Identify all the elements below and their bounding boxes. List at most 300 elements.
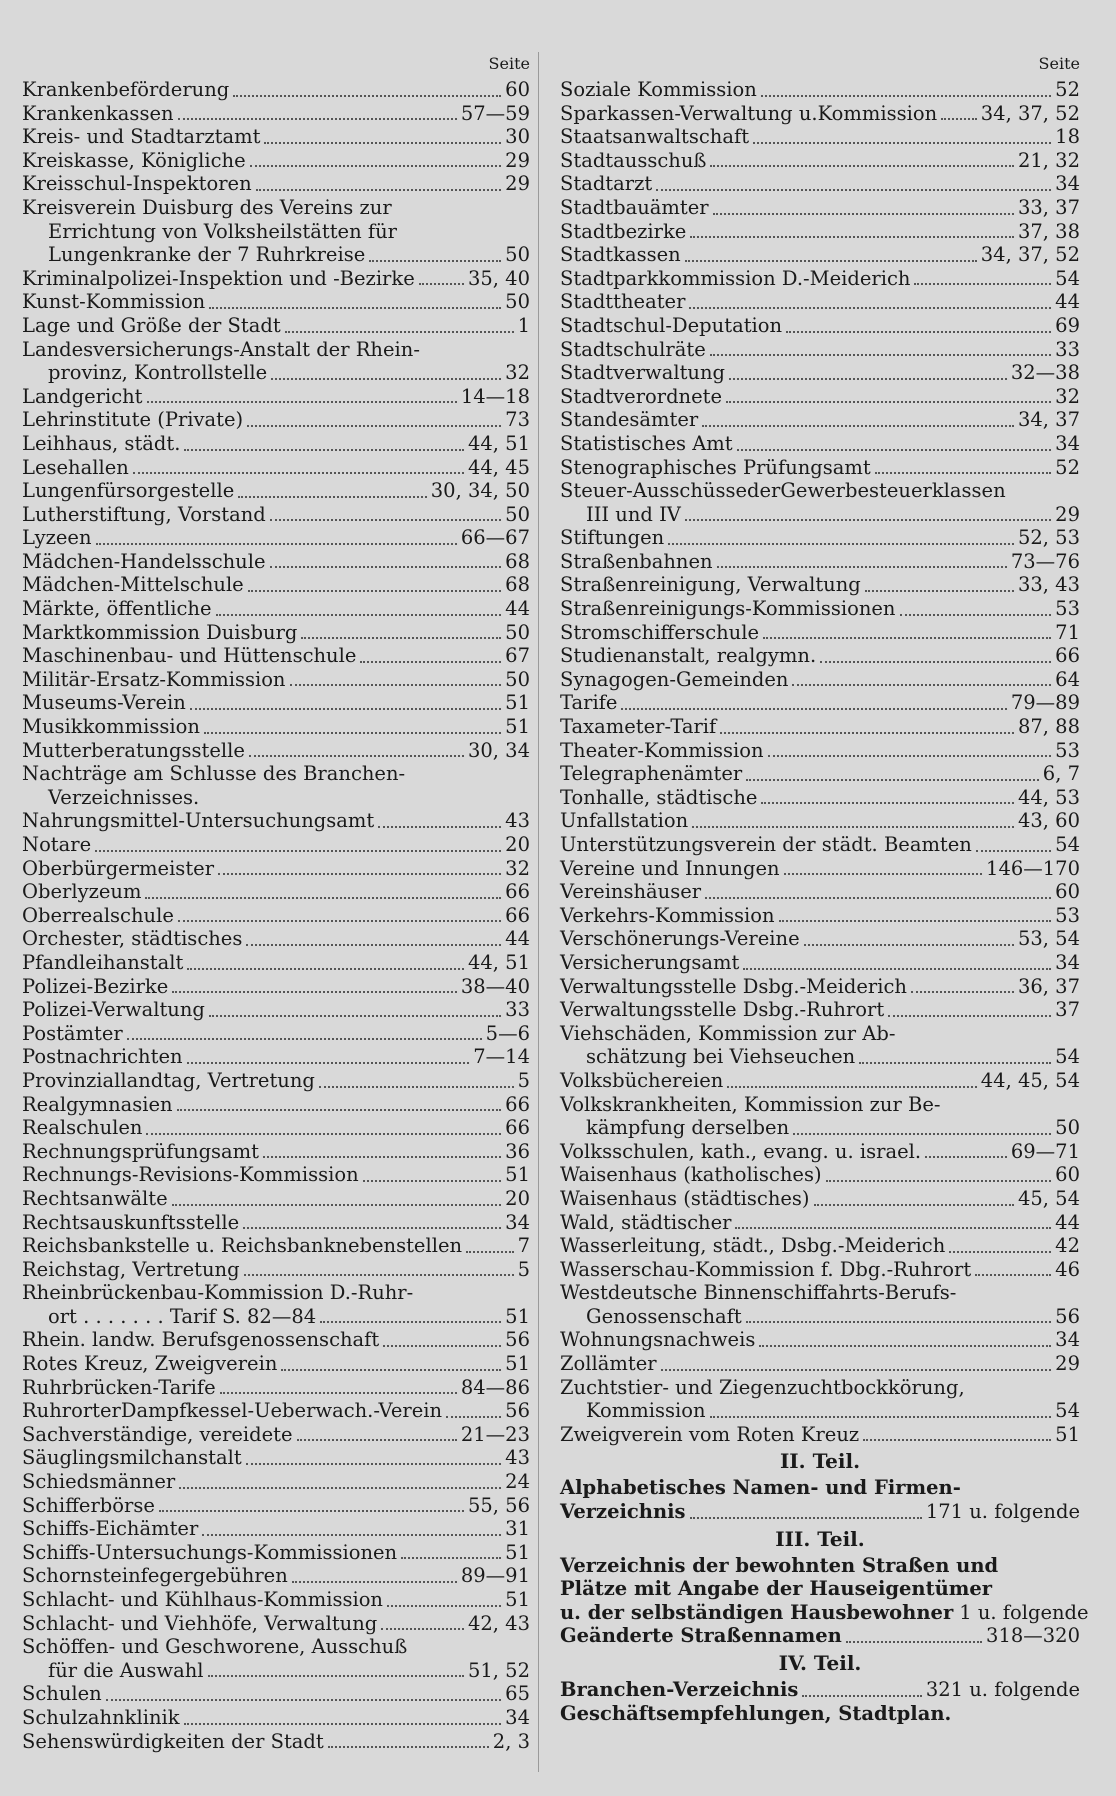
dot-leader (328, 1745, 489, 1748)
dot-leader (911, 990, 1014, 993)
dot-leader (419, 282, 464, 285)
dot-leader (381, 1627, 464, 1630)
left-index-list (22, 78, 530, 1753)
dot-leader (446, 1415, 501, 1418)
entry-title: Realgymnasien (22, 1092, 173, 1116)
entry-title: Orchester, städtisches (22, 927, 243, 951)
dot-leader (147, 400, 457, 403)
dot-leader (621, 707, 1006, 710)
entry-page: 73—76 (1010, 549, 1080, 573)
entry-page: 30 (505, 125, 530, 149)
entry-title: Krankenkassen (22, 101, 174, 125)
index-entry (560, 927, 1080, 951)
dot-leader (863, 1438, 1051, 1441)
index-entry (22, 314, 530, 338)
dot-leader (735, 1226, 1051, 1229)
index-entry (22, 361, 530, 385)
index-entry (560, 1399, 1080, 1423)
entry-title: Stadtbezirke (560, 219, 687, 243)
entry-page: 24 (505, 1470, 530, 1494)
dot-leader (661, 1368, 1052, 1371)
entry-page: 50 (505, 620, 530, 644)
dot-leader (888, 1014, 1051, 1017)
entry-title: Kreis- und Stadtarztamt (22, 125, 261, 149)
entry-page: 87, 88 (1017, 715, 1080, 739)
index-entry (22, 1588, 530, 1612)
dot-leader (250, 164, 502, 167)
index-entry (22, 149, 530, 173)
index-entry (22, 1494, 530, 1518)
entry-page: 42, 43 (467, 1611, 530, 1635)
entry-title: Kriminalpolizei-Inspektion und -Bezirke (22, 266, 415, 290)
entry-title: Wasserleitung, städt., Dsbg.-Meiderich (560, 1234, 946, 1258)
entry-page: 51 (505, 1540, 530, 1564)
entry-page: 65 (505, 1682, 530, 1706)
entry-page: 33 (505, 998, 530, 1022)
entry-title: Rhein. landw. Berufsgenossenschaft (22, 1328, 380, 1352)
dot-leader (689, 306, 1051, 309)
index-entry-line: Errichtung von Volksheilstätten für (48, 219, 397, 243)
dot-leader (184, 448, 464, 451)
index-entry (22, 503, 530, 527)
entry-title: Stadtkassen (560, 243, 681, 267)
entry-title: Stadtverordnete (560, 384, 723, 408)
dot-leader (761, 94, 1051, 97)
entry-title: Lungenkranke der 7 Ruhrkreise (48, 243, 366, 267)
index-entry (22, 243, 530, 267)
dot-leader (826, 1179, 1052, 1182)
dot-leader (976, 849, 1051, 852)
index-entry-line: Nachträge am Schlusse des Branchen- (22, 762, 406, 786)
index-entry (22, 1328, 530, 1352)
entry-title: Schulzahnklinik (22, 1705, 180, 1729)
entry-page: 51 (505, 1588, 530, 1611)
index-entry (560, 951, 1080, 975)
index-entry (22, 1612, 530, 1636)
entry-page: 52 (1055, 455, 1080, 479)
entry-title: Märkte, öffentliche (22, 597, 212, 621)
index-entry (22, 1140, 530, 1164)
entry-page: 53 (1055, 903, 1080, 927)
index-entry-line: Westdeutsche Binnenschiffahrts-Berufs- (560, 1281, 957, 1305)
index-entry (22, 172, 530, 196)
entry-page: 20 (505, 1186, 530, 1210)
index-entry-line: Rheinbrückenbau-Kommission D.-Ruhr- (22, 1281, 414, 1305)
dot-leader (792, 683, 1051, 686)
index-entry (22, 1376, 530, 1400)
entry-page: 66 (505, 903, 530, 927)
index-entry (560, 715, 1080, 739)
index-entry (22, 1069, 530, 1093)
entry-title: Oberlyzeum (22, 880, 142, 904)
dot-leader (159, 1509, 464, 1512)
entry-title: Tonhalle, städtische (560, 785, 758, 809)
column-divider (538, 52, 539, 1772)
entry-title: Verzeichnis (560, 1500, 686, 1524)
entry-title: Rechtsauskunftsstelle (22, 1210, 240, 1234)
dot-leader (710, 353, 1051, 356)
entry-page: 60 (1055, 1163, 1080, 1187)
entry-page: 34, 37, 52 (980, 243, 1080, 267)
dot-leader (238, 495, 427, 498)
index-entry (22, 432, 530, 456)
dot-leader (96, 542, 457, 545)
dot-leader (383, 1344, 501, 1347)
index-entry-line: Steuer-AusschüssederGewerbesteuerklassen (560, 479, 1006, 503)
index-entry-line: Viehschäden, Kommission zur Ab- (560, 1021, 896, 1045)
entry-title: Genossenschaft (586, 1304, 742, 1328)
entry-page: 32 (505, 361, 530, 385)
entry-title: Volksschulen, kath., evang. u. israel. (560, 1139, 922, 1163)
entry-page: 1 (517, 313, 530, 337)
entry-title: Soziale Kommission (560, 78, 757, 101)
entry-page: 44, 51 (467, 950, 530, 974)
index-entry (22, 1352, 530, 1376)
index-entry (560, 1305, 1080, 1329)
index-entry (22, 857, 530, 881)
entry-title: Oberrealschule (22, 903, 174, 927)
entry-page: 36 (505, 1139, 530, 1163)
index-entry (22, 1730, 530, 1754)
index-entry (22, 1258, 530, 1282)
part-four-entry (560, 1678, 1080, 1702)
entry-page: 30, 34 (467, 738, 530, 762)
entry-title: Kunst-Kommission (22, 290, 206, 314)
dot-leader (172, 1203, 502, 1206)
entry-page: 34 (1055, 1328, 1080, 1352)
dot-leader (271, 377, 501, 380)
entry-title: Lesehallen (22, 455, 129, 479)
entry-title: Landgericht (22, 384, 143, 408)
dot-leader (177, 1108, 502, 1111)
index-entry (560, 1352, 1080, 1376)
entry-title: Zollämter (560, 1352, 657, 1376)
index-entry (560, 1045, 1080, 1069)
index-entry (560, 1258, 1080, 1282)
entry-title: Schiffs-Eichämter (22, 1517, 199, 1541)
index-entry (22, 125, 530, 149)
entry-page: 43, 60 (1017, 809, 1080, 833)
dot-leader (759, 1344, 1051, 1347)
entry-page: 60 (505, 78, 530, 101)
index-entry (560, 385, 1080, 409)
entry-page: 1 u. folgende (959, 1600, 1089, 1624)
index-entry (22, 927, 530, 951)
entry-title: Schornsteinfegergebühren (22, 1564, 288, 1588)
entry-title: Telegraphenämter (560, 762, 743, 786)
dot-leader (263, 1155, 501, 1158)
dot-leader (246, 1462, 501, 1465)
entry-page: 44, 51 (467, 431, 530, 455)
entry-title: Taxameter-Tarif (560, 715, 717, 739)
index-entry (560, 125, 1080, 149)
dot-leader (713, 212, 1014, 215)
dot-leader (804, 943, 1014, 946)
index-entry (560, 314, 1080, 338)
dot-leader (146, 1132, 501, 1135)
index-entry (560, 998, 1080, 1022)
entry-page: 32 (1055, 384, 1080, 408)
dot-leader (363, 1179, 502, 1182)
entry-page: 318—320 (986, 1624, 1080, 1648)
index-entry (560, 290, 1080, 314)
entry-title: Stromschifferschule (560, 620, 760, 644)
entry-page: 35, 40 (467, 266, 530, 290)
index-entry (22, 998, 530, 1022)
entry-page: 60 (1055, 880, 1080, 904)
part-four-heading: IV. Teil. (778, 1651, 862, 1675)
part-four-last-line: Geschäftsempfehlungen, Stadtplan. (560, 1701, 952, 1725)
dot-leader (875, 471, 1051, 474)
dot-leader (717, 565, 1007, 568)
index-entry (560, 361, 1080, 385)
dot-leader (247, 424, 501, 427)
entry-title: Verschönerungs-Vereine (560, 927, 800, 951)
entry-page: 2, 3 (492, 1729, 530, 1753)
entry-page: 44, 45, 54 (980, 1068, 1080, 1092)
dot-leader (720, 731, 1014, 734)
entry-title: Geänderte Straßennamen (560, 1624, 842, 1648)
entry-page: 66—67 (460, 526, 530, 550)
entry-page: 51 (1055, 1422, 1080, 1446)
entry-page: 34, 37, 52 (980, 101, 1080, 125)
dot-leader (369, 259, 501, 262)
index-entry (560, 267, 1080, 291)
index-entry (22, 951, 530, 975)
entry-title: provinz, Kontrollstelle (48, 361, 268, 385)
dot-leader (779, 919, 1052, 922)
dot-leader (216, 613, 502, 616)
entry-title: Wasserschau-Kommission f. Dbg.-Ruhrort (560, 1257, 972, 1281)
index-entry (560, 149, 1080, 173)
dot-leader (746, 1320, 1051, 1323)
entry-title: Stadtschul-Deputation (560, 313, 783, 337)
entry-page: 5 (517, 1257, 530, 1281)
entry-title: Krankenbeförderung (22, 78, 230, 101)
index-entry (22, 1706, 530, 1730)
dot-leader (692, 825, 1014, 828)
entry-page: 54 (1055, 266, 1080, 290)
entry-title: Verzeichnisses. (48, 785, 200, 809)
entry-title: Pfandleihanstalt (22, 950, 184, 974)
entry-page: 64 (1055, 667, 1080, 691)
entry-title: Verkehrs-Kommission (560, 903, 775, 927)
entry-title: Notare (22, 833, 92, 856)
entry-title: Staatsanwaltschaft (560, 125, 750, 149)
entry-title: Theater-Kommission (560, 738, 764, 762)
part-three-entry (560, 1600, 1089, 1625)
entry-title: Tarife (560, 691, 618, 715)
entry-page: 50 (505, 502, 530, 526)
dot-leader (690, 235, 1014, 238)
index-entry (560, 1328, 1080, 1352)
dot-leader (172, 990, 457, 993)
dot-leader (301, 636, 501, 639)
dot-leader (710, 1415, 1052, 1418)
entry-page: 68 (505, 549, 530, 573)
index-entry (560, 809, 1080, 833)
entry-page: 55, 56 (467, 1493, 530, 1517)
dot-leader (218, 872, 501, 875)
entry-title: für die Auswahl (48, 1658, 204, 1682)
entry-page: 44, 45 (467, 455, 530, 479)
entry-title: Schulen (22, 1682, 102, 1706)
entry-title: Lehrinstitute (Private) (22, 408, 244, 432)
entry-title: Schlacht- und Viehhöfe, Verwaltung (22, 1611, 378, 1635)
dot-leader (127, 1037, 482, 1040)
part-two-line: Alphabetisches Namen- und Firmen- (560, 1476, 961, 1500)
dot-leader (705, 896, 1051, 899)
dot-leader (281, 1368, 501, 1371)
dot-leader (710, 164, 1014, 167)
entry-title: Stiftungen (560, 526, 665, 550)
index-entry (22, 644, 530, 668)
entry-page: 51, 52 (467, 1658, 530, 1682)
index-entry (22, 880, 530, 904)
dot-leader (320, 1320, 501, 1323)
index-entry (22, 78, 530, 102)
entry-title: Zweigverein vom Roten Kreuz (560, 1422, 860, 1446)
index-entry (560, 1069, 1080, 1093)
entry-title: Vereinshäuser (560, 880, 702, 904)
entry-title: Verwaltungsstelle Dsbg.-Meiderich (560, 974, 907, 998)
entry-title: Waisenhaus (städtisches) (560, 1186, 810, 1210)
dot-leader (685, 518, 1051, 521)
dot-leader (209, 306, 501, 309)
index-entry (22, 1211, 530, 1235)
entry-title: Straßenreinigung, Verwaltung (560, 573, 861, 597)
entry-page: 29 (1055, 502, 1080, 526)
entry-title: Rechnungsprüfungsamt (22, 1139, 260, 1163)
entry-page: 53 (1055, 738, 1080, 762)
part-two-heading: II. Teil. (779, 1449, 861, 1474)
dot-leader (784, 872, 983, 875)
index-entry (22, 1470, 530, 1494)
index-entry (22, 809, 530, 833)
index-entry (22, 1541, 530, 1565)
index-entry (22, 668, 530, 692)
dot-leader (244, 1273, 514, 1276)
index-entry (560, 1187, 1080, 1211)
entry-title: Stadtarzt (560, 172, 653, 196)
index-entry (560, 762, 1080, 786)
index-entry (22, 715, 530, 739)
index-entry (560, 1211, 1080, 1235)
part-three-heading: III. Teil. (775, 1526, 865, 1551)
entry-page: 50 (505, 243, 530, 267)
entry-page: 73 (505, 408, 530, 432)
entry-title: Nahrungsmittel-Untersuchungsamt (22, 809, 375, 833)
entry-page: 66 (505, 1116, 530, 1140)
dot-leader (178, 919, 501, 922)
entry-page: 34 (1055, 172, 1080, 196)
entry-title: Straßenbahnen (560, 549, 713, 573)
entry-page: 44 (505, 597, 530, 621)
dot-leader (248, 589, 501, 592)
dot-leader (900, 613, 1052, 616)
dot-leader (209, 1014, 501, 1017)
entry-title: Volksbüchereien (560, 1068, 724, 1092)
entry-page: 54 (1055, 833, 1080, 856)
left-column (22, 50, 530, 1753)
entry-title: Musikkommission (22, 715, 200, 739)
entry-page: 37, 38 (1017, 219, 1080, 243)
entry-page: 34 (1055, 431, 1080, 455)
entry-page: 56 (1055, 1304, 1080, 1328)
dot-leader (249, 754, 464, 757)
entry-page: 54 (1055, 1045, 1080, 1069)
entry-title: Unfallstation (560, 809, 689, 833)
entry-title: Säuglingsmilchanstalt (22, 1446, 242, 1470)
dot-leader (145, 896, 501, 899)
dot-leader (656, 188, 1051, 191)
entry-title: schätzung bei Viehseuchen (586, 1045, 856, 1069)
entry-title: Schifferbörse (22, 1493, 155, 1517)
dot-leader (133, 471, 464, 474)
part-three-line: Plätze mit Angabe der Hauseigentümer (560, 1577, 993, 1601)
entry-page: 89—91 (460, 1564, 530, 1588)
dot-leader (233, 94, 501, 97)
entry-title: Stenographisches Prüfungsamt (560, 455, 871, 479)
index-entry (22, 975, 530, 999)
entry-page: 5—6 (485, 1021, 530, 1045)
index-entry (560, 196, 1080, 220)
page-header-right: Seite (1038, 54, 1080, 73)
right-index-list (560, 78, 1080, 1446)
entry-page: 34 (505, 1210, 530, 1234)
entry-page: 34 (1055, 950, 1080, 974)
dot-leader (793, 1132, 1051, 1135)
dot-leader (949, 1250, 1051, 1253)
dot-leader (360, 660, 501, 663)
entry-title: Postnachrichten (22, 1045, 183, 1069)
entry-title: u. der selbständigen Hausbewohner (560, 1600, 954, 1624)
entry-page: 53 (1055, 597, 1080, 621)
entry-page: 321 u. folgende (925, 1678, 1080, 1701)
index-entry (22, 1564, 530, 1588)
entry-page: 56 (505, 1399, 530, 1423)
index-entry (560, 786, 1080, 810)
entry-title: III und IV (586, 502, 681, 526)
entry-title: Provinziallandtag, Vertretung (22, 1068, 315, 1092)
dot-leader (297, 1438, 457, 1441)
entry-page: 34, 37 (1017, 408, 1080, 432)
entry-title: Stadtschulräte (560, 337, 706, 361)
entry-title: Wald, städtischer (560, 1210, 732, 1234)
dot-leader (814, 1203, 1014, 1206)
entry-title: Kreiskasse, Königliche (22, 148, 246, 172)
entry-page: 71 (1055, 620, 1080, 644)
index-entry (22, 1234, 530, 1258)
entry-page: 67 (505, 644, 530, 668)
entry-page: 42 (1055, 1234, 1080, 1258)
entry-page: 32 (505, 856, 530, 880)
entry-page: 146—170 (986, 856, 1080, 880)
entry-page: 21, 32 (1017, 148, 1080, 172)
entry-page: 66 (1055, 644, 1080, 668)
entry-page: 29 (505, 148, 530, 172)
index-entry (560, 78, 1080, 102)
entry-page: 44 (505, 927, 530, 951)
entry-title: RuhrorterDampfkessel-Ueberwach.-Verein (22, 1399, 443, 1423)
index-entry (560, 503, 1080, 527)
entry-title: Schiedsmänner (22, 1470, 176, 1494)
dot-leader (685, 259, 977, 262)
dot-leader (743, 967, 1051, 970)
index-entry (560, 597, 1080, 621)
index-entry (560, 1163, 1080, 1187)
dot-leader (925, 1155, 1007, 1158)
